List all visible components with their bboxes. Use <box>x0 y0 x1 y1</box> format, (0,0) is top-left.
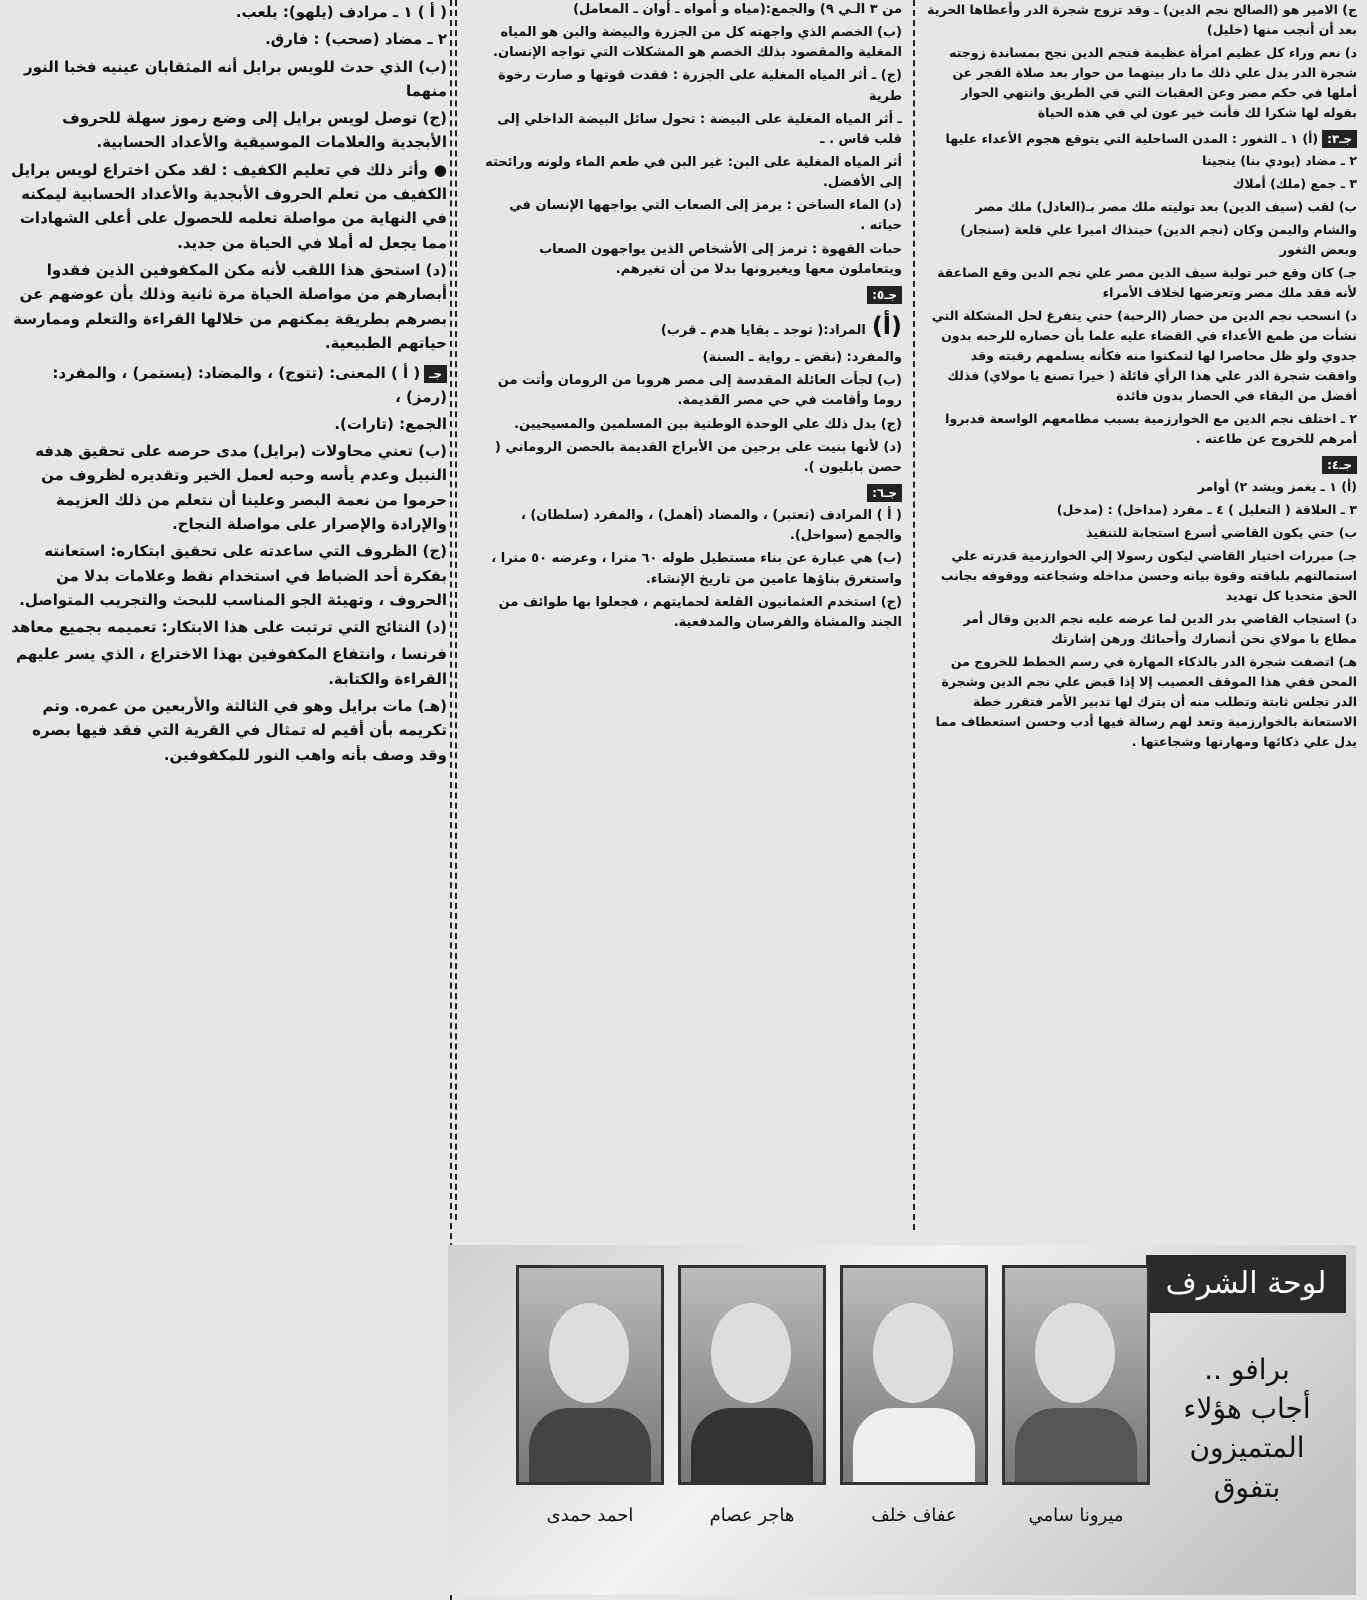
student-name: عفاف خلف <box>871 1505 957 1526</box>
question-badge: جـ <box>424 365 447 383</box>
answer-paragraph: (ب) الذي حدث للويس برايل أنه المثقابان عينيه فخبا النور منهما <box>24 57 447 100</box>
answer-paragraph: (ب) هي عبارة عن بناء مستطيل طوله ٦٠ مترا ، وعرضه ٥٠ مترا ، واستغرق بناؤها عامين من تاريخ الإنشاء. <box>491 551 902 587</box>
item-letter: (أ) <box>871 311 902 340</box>
question-badge: جـ٣: <box>1322 130 1357 148</box>
answer-paragraph: ٣ ـ العلاقة ( التعليل ) ٤ ـ مفرد (مداخل) : (مدخل) <box>1056 502 1357 517</box>
student-photo <box>516 1265 664 1485</box>
answer-paragraph: فرنسا ، وانتفاع المكفوفين بهذا الاختراع ، الذي يسر عليهم القراءة والكتابة. <box>15 645 447 688</box>
column-middle <box>477 0 902 1220</box>
answer-paragraph: أثر المياه المغلية على البن: غير البن في طعم الماء ولونه ورائحته إلى الأفضل. <box>485 154 902 191</box>
answer-paragraph: الجمع: (تارات). <box>334 414 447 433</box>
answer-paragraph <box>477 484 902 504</box>
answer-paragraph: ـ أثر المياه المغلية على البيضة : تحول سائل البيضة الداخلي إلى قلب قاس . ـ <box>497 111 902 147</box>
answer-paragraph: (ب) تعني محاولات (برايل) مدى حرصه على تحقيق هدفه النبيل وعدم يأسه وحبه لعمل الخير وتقديره لظروف من حرموا من نعمة البصر وعلينا أن نتعلم من ذلك العزيمة والإرادة والإصرار على مواصلة النجاح. <box>35 442 447 533</box>
column-divider <box>913 0 915 1230</box>
student-card <box>1002 1265 1150 1547</box>
honor-board-title: لوحة الشرف <box>1146 1255 1346 1313</box>
answer-paragraph: ب) لقب (سيف الدين) بعد توليته ملك مصر بـ(العادل) ملك مصر <box>975 199 1357 214</box>
answer-paragraph: د) استجاب القاضي بدر الدين لما عرضه عليه نجم الدين وقال أمر مطاع يا مولاي نحن أنصارك وأحبائك ورهن إشارتك <box>963 611 1357 646</box>
answer-paragraph: ●وأثر ذلك في تعليم الكفيف : لقد مكن اختراع لويس برايل الكفيف من تعلم الحروف الأبجدية والأعداد الحسابية ليمكنه في النهاية من مواصلة تعلمه للحصول على أعلى الشهادات مما يجعل له أملا في الحياة من جديد. <box>11 160 447 252</box>
answer-paragraph: (ب) الخصم الذي واجهته كل من الجزرة والبيضة والبن هو المياه المغلية والمقصود بذلك الخصم هو المشكلات التي تواجه الإنسان. <box>493 25 902 61</box>
answer-paragraph: (أ) ١ ـ يغمز ويشد ٢) أوامر <box>1197 479 1357 494</box>
answer-paragraph: (أ)المراد:( توجد ـ بقايا هدم ـ قرب) <box>660 311 902 340</box>
answer-paragraph: جـ( أ ) المعنى: (تتوج) ، والمضاد: (يستمر) ، والمفرد: (رمز) ، <box>52 364 447 407</box>
column-right <box>927 0 1357 1390</box>
answer-paragraph: (د) الماء الساخن : يرمز إلى الصعاب التي يواجهها الإنسان في حياته . <box>509 198 902 234</box>
answer-paragraph: هـ) اتصفت شجرة الدر بالذكاء المهارة في رسم الخطط للخروج من المحن ففي هذا الموقف العصيب إلا إذا قبض علي نجم الدين وشجرة الدر تجلس ثابتة وتطلب منه أن يترك لها تدبير الأمر فتقرر خطة الاستعانة بالخوارزمية وتعد لهم رسالة فيها أدب وحسن استعطاف مما يدل علي ذكائها ومهارتها وشجاعتها . <box>935 654 1357 749</box>
answer-paragraph: ٣ ـ جمع (ملك) أملاك <box>1232 176 1357 191</box>
student-photos <box>500 1265 1150 1547</box>
answer-paragraph: ٢ ـ مضاد (صحب) : فارق. <box>265 30 447 49</box>
honor-board-caption: برافو .. أجاب هؤلاء المتميزون بتفوق <box>1183 1353 1311 1504</box>
answer-paragraph: ب) حتي يكون القاضي أسرع استجابة للتنفيذ <box>1086 525 1357 540</box>
student-photo <box>840 1265 988 1485</box>
answer-paragraph: (د) النتائج التي ترتبت على هذا الابتكار: تعميمه بجميع معاهد <box>11 618 447 637</box>
honor-board <box>448 1245 1356 1595</box>
answer-paragraph: (ج) يدل ذلك علي الوحدة الوطنية بين المسلمين والمسيحيين. <box>514 416 902 432</box>
answer-paragraph: حبات القهوة : ترمز إلى الأشخاص الذين يواجهون الصعاب ويتعاملون معها ويغيرونها بدلا من أن تغيرهم. <box>539 241 902 277</box>
answer-paragraph: جـ٣:(أ) ١ ـ الثغور : المدن الساحلية التي يتوقع هجوم الأعداء عليها <box>927 129 1357 149</box>
student-photo <box>1002 1265 1150 1485</box>
answer-paragraph: والمفرد: (نقض ـ رواية ـ السنة) <box>702 350 902 366</box>
student-name: ميرونا سامي <box>1028 1505 1124 1526</box>
answer-paragraph: ٢ ـ مضاد (يودي بنا) ينجينا <box>1202 153 1357 168</box>
answer-paragraph: (هـ) مات برايل وهو في الثالثة والأربعين من عمره. وتم تكريمه بأن أقيم له تمثال في القرية التي فقد فيها بصره وقد وصف بأنه واهب النور للمكفوفين. <box>32 697 447 764</box>
answer-paragraph <box>477 286 902 306</box>
answer-paragraph: ( أ ) المرادف (تعتبر) ، والمضاد (أهمل) ، والمفرد (سلطان) ، والجمع (سواحل). <box>520 508 902 544</box>
answer-paragraph <box>927 455 1357 475</box>
column-left <box>7 0 447 1598</box>
answer-paragraph: جـ) مبررات اختيار القاضي ليكون رسولا إلي الخوارزمية قدرته علي استمالتهم بلباقته وقوة بيانه وحسن مداخله وشجاعته ووقوفه بجانب الحق متحديا كل تهديد <box>940 548 1357 603</box>
answer-paragraph: (د) لأنها بنيت على برجين من الأبراج القديمة بالحصن الروماني ( حصن بابليون ). <box>494 439 902 475</box>
answer-paragraph: جـ) كان وقع خبر تولية سيف الدين مصر علي نجم الدين وقع الصاعقة لأنه فقد ملك مصر وتعرضها لخلاف الأمراء <box>937 265 1357 300</box>
student-card <box>516 1265 664 1547</box>
question-badge: جـ٤: <box>1322 456 1357 474</box>
column-divider <box>455 0 457 1220</box>
answer-paragraph: (ج) ـ أثر المياه المغلية على الجزرة : فقدت قوتها و صارت رخوة طرية <box>498 68 902 104</box>
answer-paragraph: ( أ ) ١ ـ مرادف (يلهو): يلعب. <box>235 3 447 21</box>
student-name: هاجر عصام <box>709 1505 795 1526</box>
question-badge: جـ٦: <box>867 484 902 502</box>
answer-paragraph: والشام واليمن وكان (نجم الدين) حينذاك اميرا علي قلعة (سنجار) وبعض الثغور <box>960 222 1357 257</box>
answer-paragraph: (ج) توصل لويس برايل إلى وضع رموز سهلة للحروف الأبجدية والعلامات الموسيقية والأعداد الحسابية. <box>62 109 447 152</box>
question-badge: جـ٥: <box>867 286 902 304</box>
answer-paragraph: من ٣ الـي ٩) والجمع:(مياه و أمواه ـ أوان ـ المعامل) <box>573 2 902 17</box>
student-card <box>840 1265 988 1547</box>
answer-paragraph: (ج) الظروف التي ساعدته على تحقيق ابتكاره: استعانته بفكرة أحد الضباط في استخدام نقط وعلامات بدلا من الحروف ، وتهيئة الجو المناسب للبحث والتجريب المتواصل. <box>19 542 447 609</box>
student-photo <box>678 1265 826 1485</box>
answer-paragraph: (ب) لجأت العائلة المقدسة إلى مصر هروبا من الرومان وأتت من روما وأقامت في حي مصر القديمة. <box>497 373 902 409</box>
bullet-icon: ● <box>433 160 447 179</box>
answer-paragraph: ج) الامير هو (الصالح نجم الدين) ـ وقد تزوج شجرة الدر وأعطاها الحرية بعد أن أنجب منها (خليل) <box>927 2 1357 37</box>
student-card <box>678 1265 826 1547</box>
answer-paragraph: د) انسحب نجم الدين من حصار (الرحبة) حتي يتفرغ لحل المشكلة التي نشأت من طمع الأعداء في القضاء عليه علما بأن حصاره للرحبه بدون جدوي ولو ظل محاصرا لها لتمكنوا منه فكأنه يسلمهم رقبته وقد وافقت شجرة الدر علي هذا الرأي قائلة ( خيرا تصنع يا مولاي) فذلك أفضل من البقاء في الحصار بدون فائدة <box>931 308 1357 403</box>
student-name: احمد حمدى <box>546 1505 634 1526</box>
answer-paragraph: ٢ ـ اختلف نجم الدين مع الخوارزمية بسبب مطامعهم الواسعة فدبروا أمرهم للخروج عن طاعته . <box>945 411 1357 446</box>
answer-paragraph: (د) استحق هذا اللقب لأنه مكن المكفوفين الذين فقدوا أبصارهم من مواصلة الحياة مرة ثانية وذلك بأن عوضهم عن بصرهم بطريقة يمكنهم من خلالها القراءة والتعلم وممارسة حياتهم الطبيعية. <box>13 260 447 352</box>
answer-paragraph: (ج) استخدم العثمانيون القلعة لحمايتهم ، فجعلوا بها طوائف من الجند والمشاة والفرسان والمدفعية. <box>498 594 902 630</box>
answer-paragraph: د) نعم وراء كل عظيم امرأة عظيمة فنجم الدين نجح بمساندة زوجته شجرة الدر يدل علي ذلك ما دار بينهما من حوار بعد صلاة الفجر عن أملها في حكم مصر وعن العقبات التي في الطريق وانتهي الحوار بقوله لها شكرا لك فأنت خير عون لي في هذه الحياة <box>949 45 1357 120</box>
